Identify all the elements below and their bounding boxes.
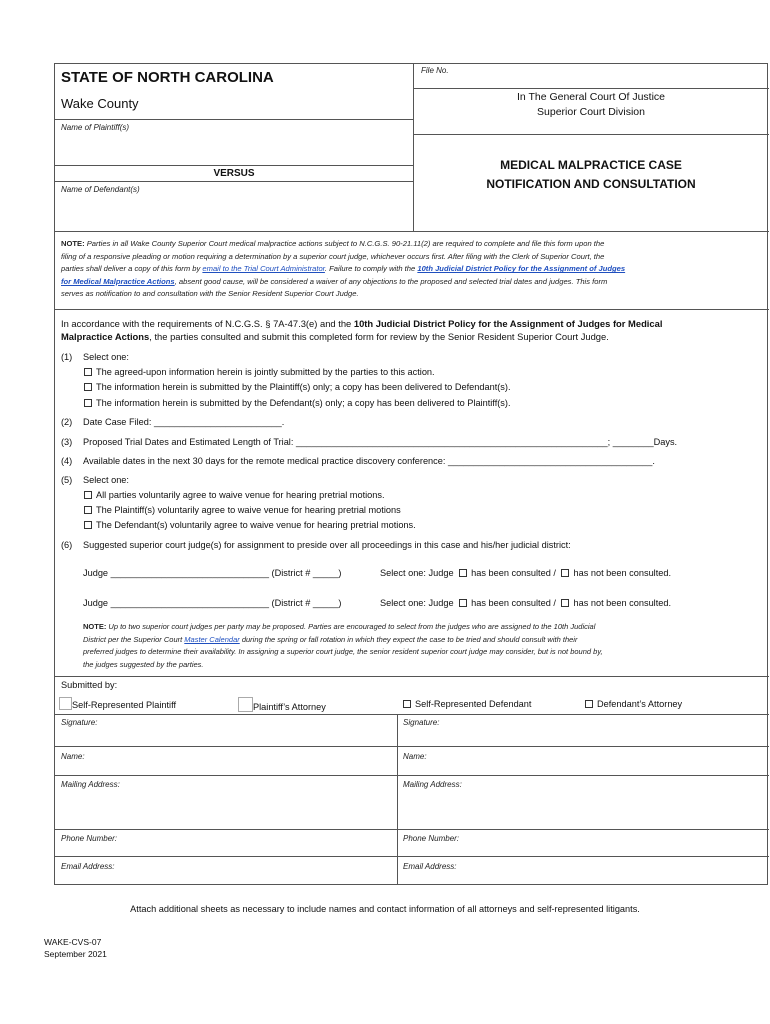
form-id: WAKE-CVS-07	[44, 937, 102, 947]
judge-1-consulted-checkbox[interactable]	[459, 569, 467, 577]
item-6-number: (6)	[61, 540, 73, 550]
item-3-number: (3)	[61, 437, 73, 447]
defendant-email-field[interactable]: Email Address:	[403, 862, 457, 871]
intro-part-2: , the parties consulted and submit this completed form for review by the Senior Resident Superior Court Judge.	[149, 331, 609, 342]
intro-part-1: In accordance with the requirements of N.C.G.S. § 7A-47.3(e) and the	[61, 318, 354, 329]
checkbox[interactable]	[84, 521, 92, 529]
judge-1-not-consulted-checkbox[interactable]	[561, 569, 569, 577]
plaintiff-attorney-label: Plaintiff’s Attorney	[253, 702, 326, 712]
checkbox[interactable]	[84, 399, 92, 407]
checkbox[interactable]	[238, 697, 253, 712]
option-5b[interactable]	[84, 505, 401, 515]
state-title: STATE OF NORTH CAROLINA	[61, 69, 274, 86]
court-line-1: In The General Court Of Justice	[516, 91, 666, 103]
plaintiff-signature-field[interactable]: Signature:	[61, 718, 98, 727]
available-dates-field[interactable]: Available dates in the next 30 days for the remote medical practice discovery conference: ________________________________________.	[83, 456, 655, 466]
item-6-text: Suggested superior court judge(s) for assignment to preside over all proceedings in this case and his/her judicial district:	[83, 540, 571, 550]
note-label: NOTE:	[61, 239, 85, 248]
judge-2-select-label: Select one: Judge	[380, 598, 454, 608]
judge-2-not-consulted-checkbox[interactable]	[561, 599, 569, 607]
option-1b-label: The information herein is submitted by the Plaintiff(s) only; a copy has been delivered to Defendant(s).	[96, 382, 511, 392]
form-date: September 2021	[44, 949, 107, 959]
option-5a[interactable]	[84, 490, 385, 500]
versus-top-line	[55, 165, 413, 166]
trial-dates-field[interactable]: Proposed Trial Dates and Estimated Length of Trial: _____________________________________________________________; ________Days.	[83, 437, 678, 447]
option-1b[interactable]	[84, 382, 511, 392]
self-rep-plaintiff-option[interactable]	[59, 697, 176, 710]
plaintiff-mailing-field[interactable]: Mailing Address:	[61, 780, 120, 789]
judge-2-field[interactable]: Judge _______________________________ (District # _____)	[83, 598, 342, 608]
intro-bold-1: 10th Judicial District Policy for the Assignment of Judges for Medical	[353, 318, 663, 329]
item-5-text: Select one:	[83, 475, 129, 485]
judge-2-consulted-label: has been consulted /	[471, 598, 556, 608]
judge-1-consulted-label: has been consulted /	[471, 568, 556, 578]
versus-label: VERSUS	[213, 168, 255, 179]
defendant-label: Name of Defendant(s)	[61, 185, 140, 194]
master-calendar-link[interactable]: Master Calendar	[184, 634, 240, 644]
defendant-signature-field[interactable]: Signature:	[403, 718, 440, 727]
note-line-1: Parties in all Wake County Superior Court medical malpractice actions subject to N.C.G.S. 90-21.11(2) are required to complete and file this form upon the	[84, 239, 605, 248]
note-line-4: , absent good cause, will be considered a waiver of any objections to the proposed and selected trial dates and judges. This form	[174, 276, 608, 286]
intro-bold-2: Malpractice Actions	[61, 331, 150, 342]
option-5b-label: The Plaintiff(s) voluntarily agree to waive venue for hearing pretrial motions	[96, 505, 401, 515]
note-2-line-3: preferred judges to determine their availability. In assigning a superior court judge, the senior resident superior court judge may consider, but is not bound by,	[83, 647, 603, 657]
self-rep-plaintiff-label: Self-Represented Plaintiff	[72, 700, 177, 710]
file-no-label: File No.	[421, 66, 449, 75]
judge-1-select-label: Select one: Judge	[380, 568, 454, 578]
judge-2-not-consulted-label: has not been consulted.	[573, 598, 672, 608]
note-block	[61, 238, 763, 301]
judge-2-consulted-checkbox[interactable]	[459, 599, 467, 607]
submitted-top-line	[55, 676, 769, 677]
checkbox[interactable]	[84, 383, 92, 391]
plaintiff-name-field[interactable]: Name:	[61, 752, 85, 761]
form-frame	[54, 63, 768, 885]
header-divider	[413, 64, 414, 231]
file-no-line	[413, 88, 769, 89]
submitted-by-label: Submitted by:	[61, 680, 118, 690]
defendant-attorney-option[interactable]	[585, 699, 682, 709]
option-5a-label: All parties voluntarily agree to waive venue for hearing pretrial motions.	[96, 490, 385, 500]
note-2-block	[83, 621, 763, 671]
judge-1-not-consulted-label: has not been consulted.	[573, 568, 672, 578]
item-1-text: Select one:	[83, 352, 129, 362]
option-1a-label: The agreed-upon information herein is jointly submitted by the parties to this action.	[96, 367, 435, 377]
plaintiff-attorney-option[interactable]	[238, 697, 326, 712]
option-1c-label: The information herein is submitted by the Defendant(s) only; a copy has been delivered to Plaintiff(s).	[96, 398, 511, 408]
policy-link-cont[interactable]: for Medical Malpractice Actions	[61, 276, 175, 286]
option-1a[interactable]	[84, 367, 435, 377]
plaintiff-label: Name of Plaintiff(s)	[61, 123, 130, 132]
checkbox[interactable]	[403, 700, 411, 708]
versus-bottom-line	[55, 181, 413, 182]
judge-2-consult	[380, 598, 671, 608]
judge-1-consult	[380, 568, 671, 578]
checkbox[interactable]	[585, 700, 593, 708]
option-1c[interactable]	[84, 398, 511, 408]
note-line-2: filing of a responsive pleading or motion requiring a determination by a superior court judge, whichever occurs first. After filing with the Clerk of Superior Court, the	[61, 251, 605, 261]
note-2-line-2b: during the spring or fall rotation in which they expect the case to be tried and should consult with their	[239, 634, 578, 644]
checkbox[interactable]	[84, 491, 92, 499]
grid-line-3	[55, 775, 769, 776]
grid-divider	[397, 714, 398, 885]
self-rep-defendant-label: Self-Represented Defendant	[415, 699, 532, 709]
item-2-number: (2)	[61, 417, 73, 427]
self-rep-defendant-option[interactable]	[403, 699, 531, 709]
option-5c-label: The Defendant(s) voluntarily agree to waive venue for hearing pretrial motions.	[96, 520, 416, 530]
grid-line-1	[55, 714, 769, 715]
item-1-number: (1)	[61, 352, 73, 362]
grid-line-2	[55, 746, 769, 747]
date-case-filed-field[interactable]: Date Case Filed: _________________________.	[83, 417, 285, 427]
note-line-3a: parties shall deliver a copy of this form by	[61, 264, 203, 274]
option-5c[interactable]	[84, 520, 416, 530]
defendant-phone-field[interactable]: Phone Number:	[403, 834, 460, 843]
form-title-2: NOTIFICATION AND CONSULTATION	[486, 177, 696, 191]
checkbox[interactable]	[84, 506, 92, 514]
header-bottom-line	[55, 231, 769, 232]
grid-line-5	[55, 856, 769, 857]
grid-line-4	[55, 829, 769, 830]
intro-paragraph	[61, 317, 763, 343]
plaintiff-top-line	[55, 119, 413, 120]
plaintiff-email-field[interactable]: Email Address:	[61, 862, 115, 871]
checkbox[interactable]	[84, 368, 92, 376]
note-2-line-1: Up to two superior court judges per party may be proposed. Parties are encouraged to select from the judges who are assigned to the 10th Judicial	[106, 622, 596, 631]
item-5-number: (5)	[61, 475, 73, 485]
note-2-line-2a: District per the Superior Court	[83, 634, 185, 644]
court-bottom-line	[413, 134, 769, 135]
form-title-1: MEDICAL MALPRACTICE CASE	[500, 158, 682, 172]
defendant-attorney-label: Defendant’s Attorney	[597, 699, 683, 709]
defendant-mailing-field[interactable]: Mailing Address:	[403, 780, 462, 789]
defendant-name-field[interactable]: Name:	[403, 752, 427, 761]
item-4-number: (4)	[61, 456, 73, 466]
policy-link[interactable]: 10th Judicial District Policy for the Assignment of Judges	[417, 264, 626, 274]
note-line-5: serves as notification to and consultation with the Senior Resident Superior Court Judge.	[61, 289, 359, 299]
court-line-2: Superior Court Division	[537, 106, 645, 118]
note-line-3b: . Failure to comply with the	[324, 264, 418, 274]
note-2-line-4: the judges suggested by the parties.	[83, 659, 204, 669]
checkbox[interactable]	[59, 697, 72, 710]
plaintiff-phone-field[interactable]: Phone Number:	[61, 834, 118, 843]
note-bottom-line	[55, 309, 769, 310]
attach-sheets-note: Attach additional sheets as necessary to include names and contact information of all attorneys and self-represented litigants.	[130, 904, 640, 914]
email-tca-link[interactable]: email to the Trial Court Administrator	[202, 264, 325, 274]
judge-1-field[interactable]: Judge _______________________________ (District # _____)	[83, 568, 342, 578]
note-2-label: NOTE:	[83, 622, 107, 631]
county-name: Wake County	[61, 96, 139, 111]
